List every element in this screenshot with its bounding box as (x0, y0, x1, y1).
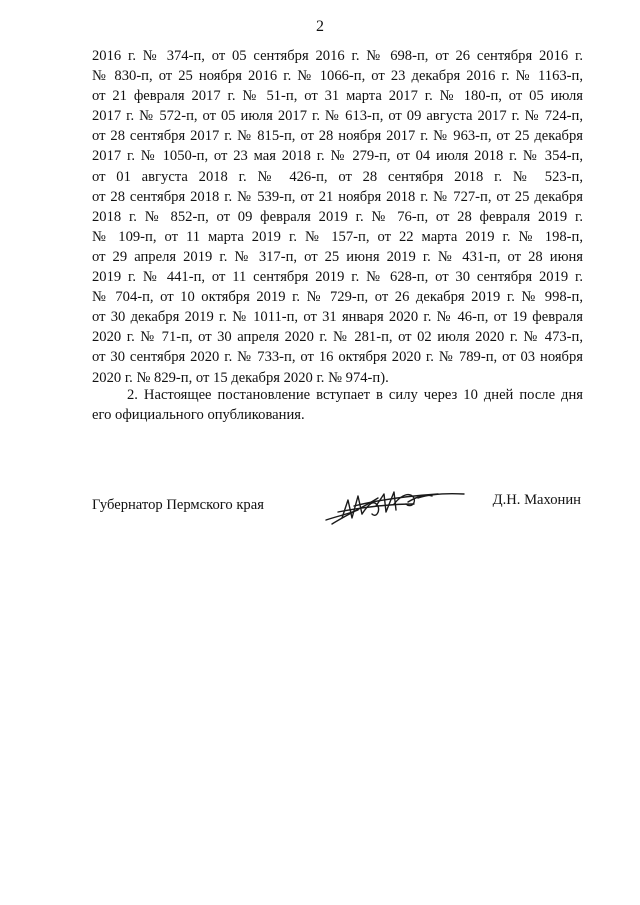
text-line: от 29 апреля 2019 г. № 317-п, от 25 июня 2019 г. № 431-п, от 28 июня (92, 248, 583, 265)
text-line: от 30 сентября 2020 г. № 733-п, от 16 октября 2020 г. № 789-п, от 03 ноября (92, 349, 583, 366)
text-line: 2020 г. № 71-п, от 30 апреля 2020 г. № 281-п, от 02 июля 2020 г. № 473-п, (92, 329, 583, 346)
text-line: 2020 г. № 829-п, от 15 декабря 2020 г. № 974-п). (92, 369, 389, 386)
text-line: № 830-п, от 25 ноября 2016 г. № 1066-п, от 23 декабря 2016 г. № 1163-п, (92, 68, 583, 85)
handwritten-signature (318, 484, 468, 528)
text-line: от 28 сентября 2018 г. № 539-п, от 21 ноября 2018 г. № 727-п, от 25 декабря (92, 188, 583, 205)
text-line: 2017 г. № 572-п, от 05 июля 2017 г. № 613-п, от 09 августа 2017 г. № 724-п, (92, 108, 583, 125)
text-line: от 01 августа 2018 г. № 426-п, от 28 сентября 2018 г. № 523-п, (92, 168, 583, 185)
text-line: от 30 декабря 2019 г. № 1011-п, от 31 января 2020 г. № 46-п, от 19 февраля (92, 309, 583, 326)
page-number: 2 (316, 18, 324, 35)
text-line: его официального опубликования. (92, 407, 305, 424)
text-line: 2019 г. № 441-п, от 11 сентября 2019 г. № 628-п, от 30 сентября 2019 г. (92, 269, 583, 286)
signature-block (92, 492, 583, 532)
text-line: № 704-п, от 10 октября 2019 г. № 729-п, от 26 декабря 2019 г. № 998-п, (92, 289, 583, 306)
text-line: № 109-п, от 11 марта 2019 г. № 157-п, от 22 марта 2019 г. № 198-п, (92, 228, 583, 245)
clause-2 (92, 385, 583, 425)
decree-list-continuation (92, 46, 583, 388)
text-line: 2. Настоящее постановление вступает в силу через 10 дней после дня (127, 387, 583, 403)
text-line: от 28 сентября 2017 г. № 815-п, от 28 ноября 2017 г. № 963-п, от 25 декабря (92, 128, 583, 145)
text-line: 2016 г. № 374-п, от 05 сентября 2016 г. № 698-п, от 26 сентября 2016 г. (92, 48, 583, 64)
text-line: 2017 г. № 1050-п, от 23 мая 2018 г. № 279-п, от 04 июля 2018 г. № 354-п, (92, 148, 583, 165)
text-line: от 21 февраля 2017 г. № 51-п, от 31 марта 2017 г. № 180-п, от 05 июля (92, 88, 583, 105)
signatory-name: Д.Н. Махонин (492, 492, 581, 508)
text-line: 2018 г. № 852-п, от 09 февраля 2019 г. № 76-п, от 28 февраля 2019 г. (92, 208, 583, 225)
signatory-position: Губернатор Пермского края (92, 497, 264, 513)
